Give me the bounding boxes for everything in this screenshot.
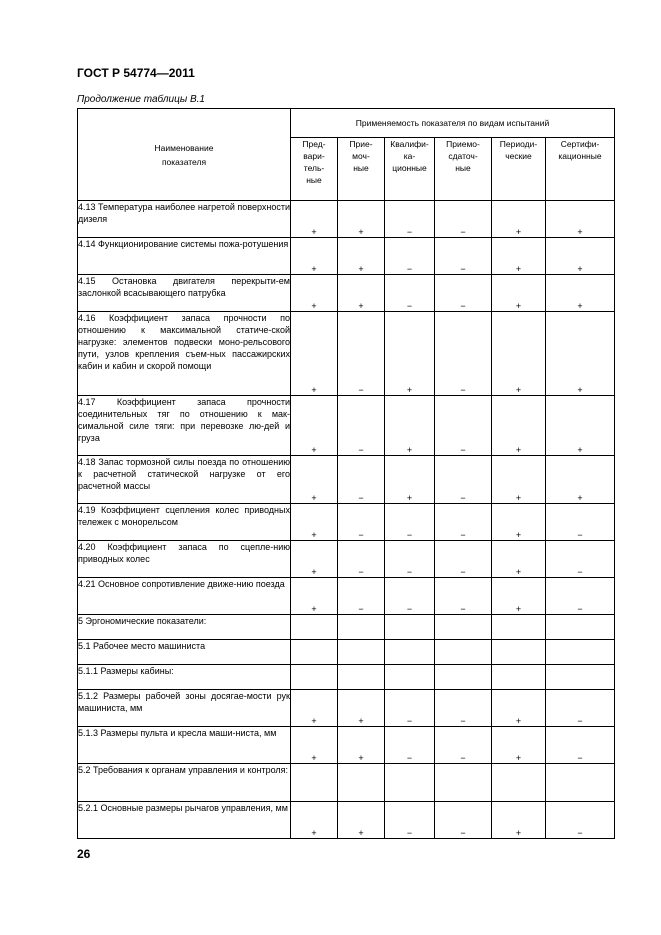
applicability-mark: +: [291, 578, 338, 615]
applicability-mark: +: [492, 396, 546, 456]
applicability-mark: [385, 764, 435, 802]
applicability-mark: +: [492, 456, 546, 504]
applicability-mark: +: [385, 456, 435, 504]
column-header-certification: Сертифи- кационные: [546, 138, 615, 201]
table-row: [78, 396, 615, 456]
applicability-mark: +: [291, 201, 338, 238]
applicability-table: [77, 108, 615, 839]
applicability-mark: +: [291, 275, 338, 312]
applicability-mark: [291, 665, 338, 690]
indicator-name: 4.17 Коэффициент запаса прочности соединительных тяг по отношению к мак-симальной силе тяги: при перевозке лю-дей и груза: [78, 397, 290, 443]
indicator-name-cell: [78, 727, 291, 764]
applicability-mark: −: [435, 275, 492, 312]
applicability-mark: [338, 764, 385, 802]
applicability-mark: +: [291, 727, 338, 764]
column-header-periodic: Периоди- ческие: [492, 138, 546, 201]
applicability-mark: −: [435, 396, 492, 456]
table-row: [78, 665, 615, 690]
column-header-qualification: Квалифи- ка- ционные: [385, 138, 435, 201]
applicability-mark: −: [385, 690, 435, 727]
table-continuation-caption: Продолжение таблицы В.1: [77, 94, 205, 105]
indicator-name: 4.14 Функционирование системы пожа-ротушения: [78, 239, 289, 249]
indicator-name-cell: [78, 275, 291, 312]
column-header-delivery-acceptance: Приемо- сдаточ- ные: [435, 138, 492, 201]
applicability-mark: [546, 665, 615, 690]
applicability-mark: [338, 640, 385, 665]
table-row: [78, 578, 615, 615]
indicator-name: 5.1.3 Размеры пульта и кресла маши-ниста, мм: [78, 728, 277, 738]
applicability-mark: +: [492, 504, 546, 541]
applicability-mark: −: [435, 727, 492, 764]
applicability-mark: +: [492, 201, 546, 238]
applicability-mark: [435, 764, 492, 802]
table-row: [78, 640, 615, 665]
indicator-name: 5.2 Требования к органам управления и контроля:: [78, 765, 289, 775]
column-header-test-types: Применяемость показателя по видам испытаний: [291, 109, 615, 138]
table-row: [78, 275, 615, 312]
indicator-name-cell: [78, 312, 291, 396]
indicator-name-cell: [78, 201, 291, 238]
applicability-mark: +: [492, 727, 546, 764]
indicator-name-cell: [78, 615, 291, 640]
applicability-mark: [385, 640, 435, 665]
indicator-name-cell: [78, 456, 291, 504]
indicator-name: 4.18 Запас тормозной силы поезда по отношению к расчетной статической нагрузке от его расчетной массы: [78, 457, 290, 491]
indicator-name: 4.13 Температура наиболее нагретой поверхности дизеля: [78, 202, 290, 224]
applicability-mark: −: [338, 312, 385, 396]
applicability-mark: +: [291, 690, 338, 727]
applicability-mark: +: [492, 275, 546, 312]
applicability-mark: −: [385, 201, 435, 238]
applicability-mark: +: [492, 690, 546, 727]
indicator-name: 4.20 Коэффициент запаса по сцепле-нию приводных колес: [78, 542, 290, 564]
applicability-mark: −: [435, 456, 492, 504]
applicability-mark: +: [492, 238, 546, 275]
applicability-mark: [435, 665, 492, 690]
applicability-mark: [291, 640, 338, 665]
applicability-mark: −: [338, 504, 385, 541]
indicator-name-cell: [78, 238, 291, 275]
applicability-mark: [291, 764, 338, 802]
applicability-mark: +: [385, 312, 435, 396]
applicability-mark: −: [385, 727, 435, 764]
table-row: [78, 201, 615, 238]
applicability-mark: −: [385, 541, 435, 578]
applicability-mark: +: [338, 201, 385, 238]
applicability-mark: −: [385, 802, 435, 839]
applicability-mark: −: [338, 456, 385, 504]
applicability-mark: +: [546, 456, 615, 504]
indicator-name: 4.21 Основное сопротивление движе-нию поезда: [78, 579, 285, 589]
indicator-name: 4.15 Остановка двигателя перекрыти-ем заслонкой всасывающего патрубка: [78, 276, 290, 298]
table-row: [78, 690, 615, 727]
applicability-mark: [338, 615, 385, 640]
indicator-name-cell: [78, 541, 291, 578]
applicability-mark: +: [546, 396, 615, 456]
indicator-name: 5.2.1 Основные размеры рычагов управления, мм: [78, 803, 288, 813]
indicator-name-cell: [78, 640, 291, 665]
applicability-mark: +: [492, 802, 546, 839]
applicability-mark: +: [291, 456, 338, 504]
applicability-mark: −: [385, 275, 435, 312]
applicability-mark: +: [546, 312, 615, 396]
indicator-name-cell: [78, 578, 291, 615]
applicability-mark: −: [435, 690, 492, 727]
applicability-mark: [338, 665, 385, 690]
applicability-mark: [492, 665, 546, 690]
table-row: [78, 764, 615, 802]
table-row: [78, 802, 615, 839]
applicability-mark: −: [435, 312, 492, 396]
indicator-name: 5.1.1 Размеры кабины:: [78, 666, 174, 676]
column-header-indicator-name: Наименование показателя: [78, 109, 291, 201]
indicator-name: 5.1.2 Размеры рабочей зоны досягае-мости рук машиниста, мм: [78, 691, 290, 713]
applicability-mark: +: [338, 275, 385, 312]
applicability-mark: [492, 764, 546, 802]
applicability-mark: −: [546, 690, 615, 727]
document-code: ГОСТ Р 54774—2011: [77, 66, 195, 80]
indicator-name: 5.1 Рабочее место машиниста: [78, 641, 206, 651]
applicability-mark: −: [546, 578, 615, 615]
column-header-acceptance: Прие- моч- ные: [338, 138, 385, 201]
applicability-mark: −: [435, 802, 492, 839]
applicability-mark: [385, 665, 435, 690]
applicability-mark: [546, 615, 615, 640]
applicability-mark: −: [435, 504, 492, 541]
applicability-mark: −: [338, 396, 385, 456]
indicator-name: 4.16 Коэффициент запаса прочности по отношению к максимальной статиче-ской нагрузке: элементов подвески моно-рельсового пути, узлов крепления съем-ных пассажирских кабин и кабин и скорой помощи: [78, 313, 290, 371]
applicability-mark: +: [291, 504, 338, 541]
applicability-mark: −: [546, 802, 615, 839]
applicability-mark: +: [385, 396, 435, 456]
applicability-mark: [435, 615, 492, 640]
table-row: [78, 504, 615, 541]
indicator-name: 5 Эргономические показатели:: [78, 616, 207, 626]
table-row: [78, 238, 615, 275]
applicability-mark: +: [291, 802, 338, 839]
applicability-mark: −: [385, 578, 435, 615]
applicability-mark: −: [435, 578, 492, 615]
applicability-mark: −: [338, 578, 385, 615]
indicator-name: 4.19 Коэффициент сцепления колес приводных тележек с монорельсом: [78, 505, 290, 527]
applicability-mark: +: [492, 578, 546, 615]
indicator-name-cell: [78, 690, 291, 727]
applicability-mark: −: [546, 504, 615, 541]
applicability-mark: −: [435, 201, 492, 238]
applicability-mark: −: [338, 541, 385, 578]
applicability-mark: −: [546, 727, 615, 764]
applicability-mark: +: [338, 802, 385, 839]
applicability-mark: −: [385, 238, 435, 275]
applicability-mark: −: [385, 504, 435, 541]
applicability-mark: +: [546, 275, 615, 312]
column-header-preliminary: Пред- вари- тель- ные: [291, 138, 338, 201]
applicability-mark: +: [338, 238, 385, 275]
table-row: [78, 615, 615, 640]
applicability-mark: −: [435, 541, 492, 578]
applicability-mark: +: [338, 690, 385, 727]
applicability-mark: [546, 640, 615, 665]
indicator-name-cell: [78, 665, 291, 690]
applicability-mark: +: [546, 238, 615, 275]
applicability-mark: +: [291, 541, 338, 578]
indicator-name-cell: [78, 802, 291, 839]
applicability-mark: [435, 640, 492, 665]
indicator-name-cell: [78, 764, 291, 802]
applicability-mark: −: [546, 541, 615, 578]
applicability-mark: [546, 764, 615, 802]
applicability-mark: +: [338, 727, 385, 764]
page-number: 26: [77, 847, 91, 861]
table-row: [78, 456, 615, 504]
applicability-mark: +: [546, 201, 615, 238]
applicability-mark: [385, 615, 435, 640]
applicability-mark: [291, 615, 338, 640]
table-row: [78, 312, 615, 396]
applicability-mark: +: [291, 396, 338, 456]
applicability-mark: [492, 640, 546, 665]
applicability-mark: [492, 615, 546, 640]
table-row: [78, 541, 615, 578]
indicator-name-cell: [78, 396, 291, 456]
applicability-mark: +: [291, 312, 338, 396]
indicator-name-cell: [78, 504, 291, 541]
applicability-mark: +: [291, 238, 338, 275]
applicability-mark: +: [492, 312, 546, 396]
applicability-mark: −: [435, 238, 492, 275]
table-row: [78, 727, 615, 764]
applicability-mark: +: [492, 541, 546, 578]
